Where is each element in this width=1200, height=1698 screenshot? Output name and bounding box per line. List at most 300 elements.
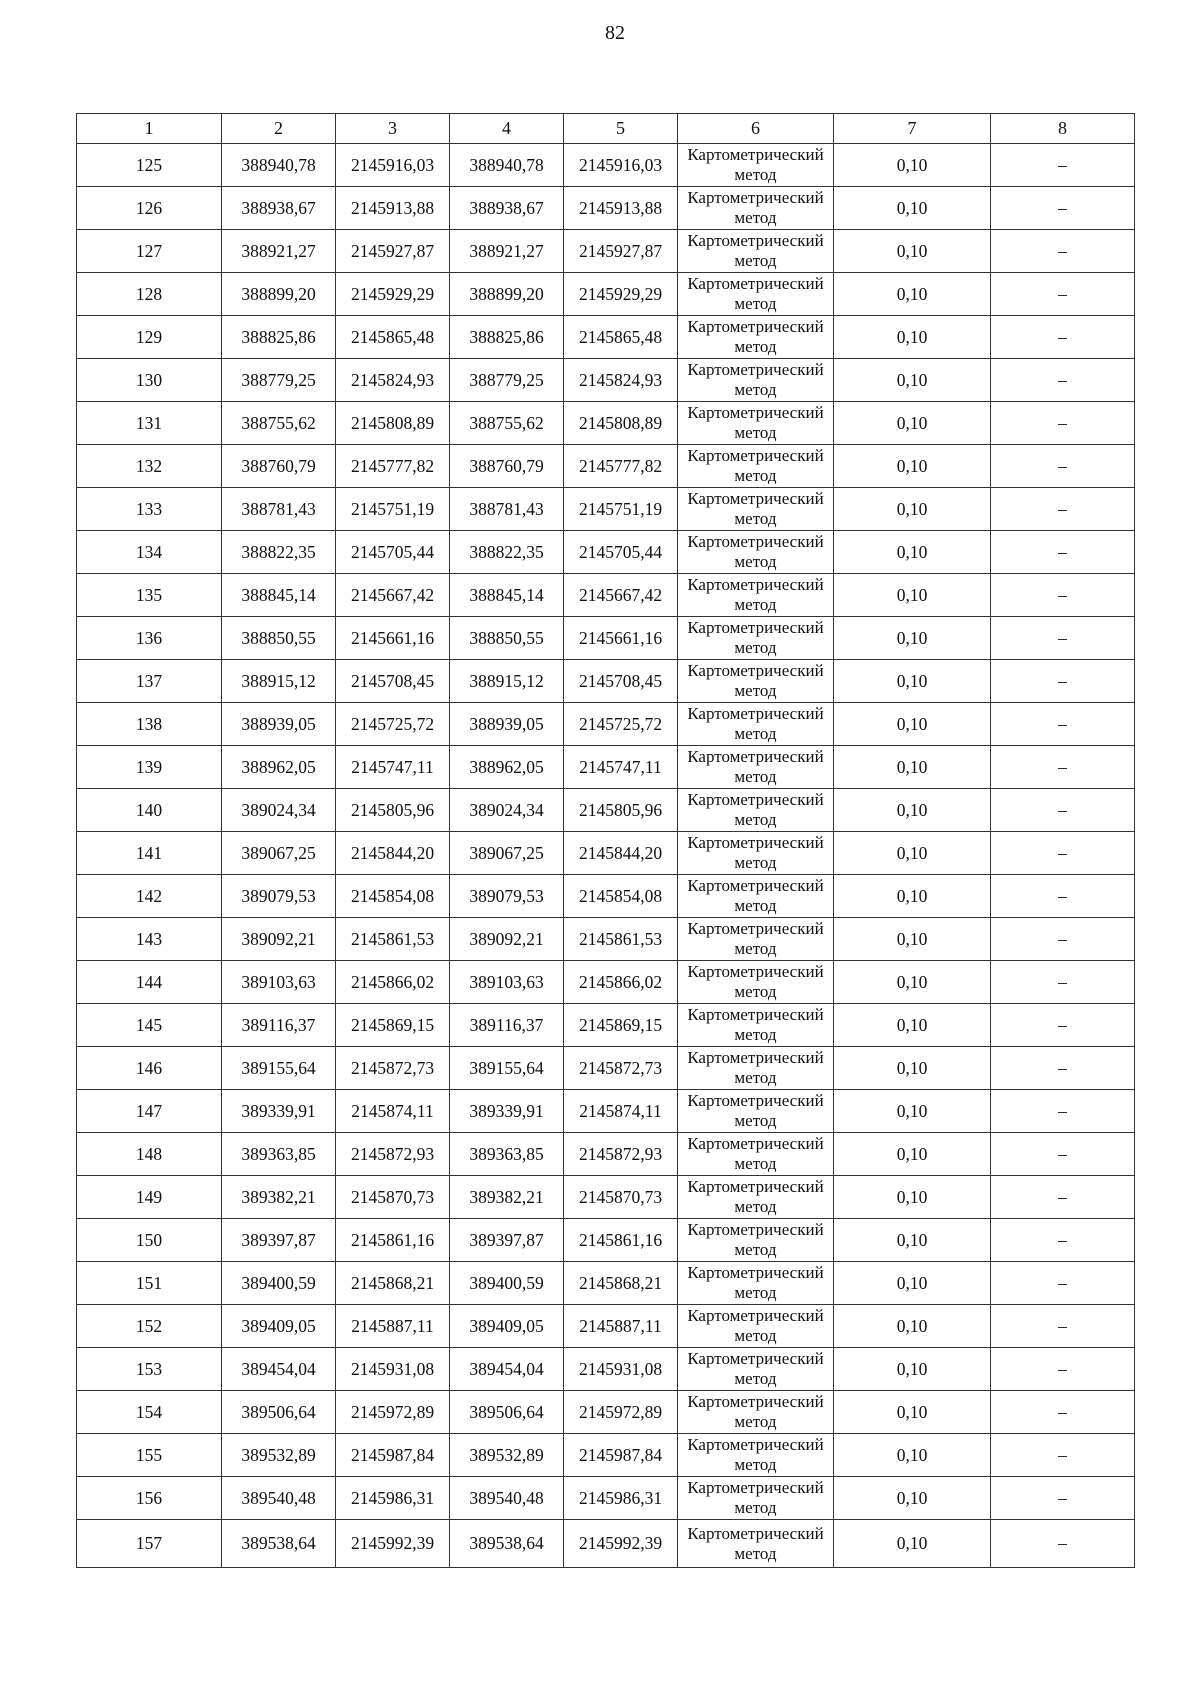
y-old-cell: 2145866,02 bbox=[336, 961, 450, 1004]
method-cell bbox=[678, 531, 834, 574]
method-text-line: метод bbox=[734, 1197, 777, 1216]
y-old-cell: 2145869,15 bbox=[336, 1004, 450, 1047]
x-new-cell: 389382,21 bbox=[450, 1176, 564, 1219]
y-new-cell: 2145854,08 bbox=[564, 875, 678, 918]
x-old-cell: 388940,78 bbox=[222, 144, 336, 187]
y-new-cell: 2145777,82 bbox=[564, 445, 678, 488]
method-text-line: метод bbox=[734, 337, 777, 356]
x-old-cell: 389540,48 bbox=[222, 1477, 336, 1520]
table-row bbox=[77, 1348, 1135, 1391]
method-text-line: Картометрический bbox=[687, 1005, 824, 1024]
point-number-cell: 144 bbox=[77, 961, 222, 1004]
method-cell bbox=[678, 1133, 834, 1176]
point-number-cell: 131 bbox=[77, 402, 222, 445]
x-old-cell: 388938,67 bbox=[222, 187, 336, 230]
x-new-cell: 388781,43 bbox=[450, 488, 564, 531]
table-row bbox=[77, 1477, 1135, 1520]
point-number-cell: 125 bbox=[77, 144, 222, 187]
x-new-cell: 389024,34 bbox=[450, 789, 564, 832]
table-row bbox=[77, 832, 1135, 875]
method-text-line: метод bbox=[734, 380, 777, 399]
x-new-cell: 388845,14 bbox=[450, 574, 564, 617]
method-cell bbox=[678, 746, 834, 789]
method-cell bbox=[678, 187, 834, 230]
method-text-line: Картометрический bbox=[687, 618, 824, 637]
note-cell: – bbox=[991, 1520, 1135, 1568]
accuracy-cell: 0,10 bbox=[834, 703, 991, 746]
x-new-cell: 388755,62 bbox=[450, 402, 564, 445]
method-text-line: метод bbox=[734, 294, 777, 313]
point-number-cell: 132 bbox=[77, 445, 222, 488]
method-text-line: метод bbox=[734, 1412, 777, 1431]
x-old-cell: 389382,21 bbox=[222, 1176, 336, 1219]
table-row bbox=[77, 144, 1135, 187]
y-new-cell: 2145887,11 bbox=[564, 1305, 678, 1348]
note-cell: – bbox=[991, 488, 1135, 531]
method-text-line: Картометрический bbox=[687, 1349, 824, 1368]
point-number-cell: 139 bbox=[77, 746, 222, 789]
point-number-cell: 133 bbox=[77, 488, 222, 531]
note-cell: – bbox=[991, 1391, 1135, 1434]
note-cell: – bbox=[991, 875, 1135, 918]
y-old-cell: 2145777,82 bbox=[336, 445, 450, 488]
method-cell bbox=[678, 1434, 834, 1477]
y-new-cell: 2145805,96 bbox=[564, 789, 678, 832]
x-old-cell: 388825,86 bbox=[222, 316, 336, 359]
method-text-line: метод bbox=[734, 681, 777, 700]
y-new-cell: 2145705,44 bbox=[564, 531, 678, 574]
point-number-cell: 145 bbox=[77, 1004, 222, 1047]
note-cell: – bbox=[991, 918, 1135, 961]
x-old-cell: 389339,91 bbox=[222, 1090, 336, 1133]
method-cell bbox=[678, 1520, 834, 1568]
table-row bbox=[77, 1176, 1135, 1219]
point-number-cell: 154 bbox=[77, 1391, 222, 1434]
point-number-cell: 126 bbox=[77, 187, 222, 230]
method-text-line: Картометрический bbox=[687, 1392, 824, 1411]
method-text-line: Картометрический bbox=[687, 1220, 824, 1239]
y-old-cell: 2145805,96 bbox=[336, 789, 450, 832]
method-cell bbox=[678, 918, 834, 961]
method-cell bbox=[678, 230, 834, 273]
y-old-cell: 2145824,93 bbox=[336, 359, 450, 402]
table-row bbox=[77, 1090, 1135, 1133]
x-new-cell: 389079,53 bbox=[450, 875, 564, 918]
x-old-cell: 389454,04 bbox=[222, 1348, 336, 1391]
point-number-cell: 138 bbox=[77, 703, 222, 746]
accuracy-cell: 0,10 bbox=[834, 1176, 991, 1219]
table-row bbox=[77, 1305, 1135, 1348]
method-text-line: метод bbox=[734, 1111, 777, 1130]
table-row bbox=[77, 789, 1135, 832]
accuracy-cell: 0,10 bbox=[834, 1477, 991, 1520]
x-old-cell: 389506,64 bbox=[222, 1391, 336, 1434]
method-cell bbox=[678, 875, 834, 918]
note-cell: – bbox=[991, 316, 1135, 359]
y-new-cell: 2145661,16 bbox=[564, 617, 678, 660]
x-new-cell: 389067,25 bbox=[450, 832, 564, 875]
method-cell bbox=[678, 961, 834, 1004]
y-new-cell: 2145874,11 bbox=[564, 1090, 678, 1133]
table-row bbox=[77, 1262, 1135, 1305]
column-header: 1 bbox=[77, 114, 222, 144]
method-text-line: метод bbox=[734, 853, 777, 872]
x-old-cell: 389116,37 bbox=[222, 1004, 336, 1047]
accuracy-cell: 0,10 bbox=[834, 660, 991, 703]
y-old-cell: 2145865,48 bbox=[336, 316, 450, 359]
y-old-cell: 2145992,39 bbox=[336, 1520, 450, 1568]
x-old-cell: 388760,79 bbox=[222, 445, 336, 488]
x-old-cell: 388921,27 bbox=[222, 230, 336, 273]
method-text-line: Картометрический bbox=[687, 188, 824, 207]
method-text-line: метод bbox=[734, 1543, 777, 1563]
y-new-cell: 2145708,45 bbox=[564, 660, 678, 703]
y-new-cell: 2145929,29 bbox=[564, 273, 678, 316]
y-old-cell: 2145929,29 bbox=[336, 273, 450, 316]
x-new-cell: 388915,12 bbox=[450, 660, 564, 703]
x-new-cell: 389397,87 bbox=[450, 1219, 564, 1262]
y-old-cell: 2145705,44 bbox=[336, 531, 450, 574]
x-new-cell: 388940,78 bbox=[450, 144, 564, 187]
method-text-line: Картометрический bbox=[687, 274, 824, 293]
method-text-line: Картометрический bbox=[687, 360, 824, 379]
x-old-cell: 389532,89 bbox=[222, 1434, 336, 1477]
method-text-line: Картометрический bbox=[687, 446, 824, 465]
method-text-line: метод bbox=[734, 1154, 777, 1173]
y-new-cell: 2145872,73 bbox=[564, 1047, 678, 1090]
x-new-cell: 388921,27 bbox=[450, 230, 564, 273]
accuracy-cell: 0,10 bbox=[834, 402, 991, 445]
y-new-cell: 2145916,03 bbox=[564, 144, 678, 187]
x-old-cell: 388899,20 bbox=[222, 273, 336, 316]
x-old-cell: 389103,63 bbox=[222, 961, 336, 1004]
table-row bbox=[77, 531, 1135, 574]
point-number-cell: 150 bbox=[77, 1219, 222, 1262]
method-text-line: Картометрический bbox=[687, 661, 824, 680]
method-text-line: метод bbox=[734, 1068, 777, 1087]
accuracy-cell: 0,10 bbox=[834, 359, 991, 402]
method-text-line: Картометрический bbox=[687, 403, 824, 422]
note-cell: – bbox=[991, 1047, 1135, 1090]
method-text-line: Картометрический bbox=[687, 833, 824, 852]
point-number-cell: 149 bbox=[77, 1176, 222, 1219]
y-old-cell: 2145861,53 bbox=[336, 918, 450, 961]
method-text-line: Картометрический bbox=[687, 145, 824, 164]
x-new-cell: 388962,05 bbox=[450, 746, 564, 789]
x-old-cell: 388822,35 bbox=[222, 531, 336, 574]
x-new-cell: 389532,89 bbox=[450, 1434, 564, 1477]
column-header: 3 bbox=[336, 114, 450, 144]
y-old-cell: 2145725,72 bbox=[336, 703, 450, 746]
method-text-line: метод bbox=[734, 1498, 777, 1517]
column-header: 4 bbox=[450, 114, 564, 144]
y-old-cell: 2145987,84 bbox=[336, 1434, 450, 1477]
point-number-cell: 128 bbox=[77, 273, 222, 316]
y-new-cell: 2145751,19 bbox=[564, 488, 678, 531]
y-new-cell: 2145868,21 bbox=[564, 1262, 678, 1305]
table-row bbox=[77, 918, 1135, 961]
note-cell: – bbox=[991, 144, 1135, 187]
method-text-line: Картометрический bbox=[687, 1435, 824, 1454]
accuracy-cell: 0,10 bbox=[834, 144, 991, 187]
method-text-line: Картометрический bbox=[687, 231, 824, 250]
table-row bbox=[77, 187, 1135, 230]
point-number-cell: 147 bbox=[77, 1090, 222, 1133]
method-cell bbox=[678, 832, 834, 875]
note-cell: – bbox=[991, 1004, 1135, 1047]
x-new-cell: 388938,67 bbox=[450, 187, 564, 230]
note-cell: – bbox=[991, 359, 1135, 402]
method-text-line: Картометрический bbox=[687, 1306, 824, 1325]
y-old-cell: 2145972,89 bbox=[336, 1391, 450, 1434]
accuracy-cell: 0,10 bbox=[834, 1219, 991, 1262]
y-new-cell: 2145861,16 bbox=[564, 1219, 678, 1262]
table-row bbox=[77, 1047, 1135, 1090]
method-cell bbox=[678, 1004, 834, 1047]
coordinates-table bbox=[76, 113, 1135, 1568]
table-row bbox=[77, 746, 1135, 789]
x-new-cell: 389103,63 bbox=[450, 961, 564, 1004]
table-row bbox=[77, 1391, 1135, 1434]
note-cell: – bbox=[991, 402, 1135, 445]
x-old-cell: 389397,87 bbox=[222, 1219, 336, 1262]
column-header: 8 bbox=[991, 114, 1135, 144]
table-row bbox=[77, 1133, 1135, 1176]
point-number-cell: 136 bbox=[77, 617, 222, 660]
x-new-cell: 389116,37 bbox=[450, 1004, 564, 1047]
note-cell: – bbox=[991, 1176, 1135, 1219]
y-old-cell: 2145854,08 bbox=[336, 875, 450, 918]
point-number-cell: 143 bbox=[77, 918, 222, 961]
point-number-cell: 135 bbox=[77, 574, 222, 617]
method-text-line: Картометрический bbox=[687, 1134, 824, 1153]
method-text-line: метод bbox=[734, 466, 777, 485]
method-cell bbox=[678, 1305, 834, 1348]
x-new-cell: 389409,05 bbox=[450, 1305, 564, 1348]
y-new-cell: 2145972,89 bbox=[564, 1391, 678, 1434]
method-text-line: Картометрический bbox=[687, 747, 824, 766]
point-number-cell: 129 bbox=[77, 316, 222, 359]
point-number-cell: 130 bbox=[77, 359, 222, 402]
x-old-cell: 389092,21 bbox=[222, 918, 336, 961]
y-old-cell: 2145751,19 bbox=[336, 488, 450, 531]
y-old-cell: 2145913,88 bbox=[336, 187, 450, 230]
accuracy-cell: 0,10 bbox=[834, 445, 991, 488]
method-cell bbox=[678, 1047, 834, 1090]
method-text-line: Картометрический bbox=[687, 876, 824, 895]
x-old-cell: 389079,53 bbox=[222, 875, 336, 918]
y-new-cell: 2145992,39 bbox=[564, 1520, 678, 1568]
method-text-line: метод bbox=[734, 208, 777, 227]
table-row bbox=[77, 1434, 1135, 1477]
method-cell bbox=[678, 1090, 834, 1133]
point-number-cell: 127 bbox=[77, 230, 222, 273]
method-cell bbox=[678, 1219, 834, 1262]
note-cell: – bbox=[991, 531, 1135, 574]
method-text-line: Картометрический bbox=[687, 1263, 824, 1282]
x-old-cell: 389155,64 bbox=[222, 1047, 336, 1090]
note-cell: – bbox=[991, 746, 1135, 789]
x-new-cell: 389400,59 bbox=[450, 1262, 564, 1305]
y-new-cell: 2145844,20 bbox=[564, 832, 678, 875]
x-old-cell: 388850,55 bbox=[222, 617, 336, 660]
table-row bbox=[77, 1520, 1135, 1568]
note-cell: – bbox=[991, 1219, 1135, 1262]
page-number: 82 bbox=[605, 22, 625, 44]
y-old-cell: 2145661,16 bbox=[336, 617, 450, 660]
table-row bbox=[77, 574, 1135, 617]
method-text-line: метод bbox=[734, 423, 777, 442]
x-new-cell: 388779,25 bbox=[450, 359, 564, 402]
method-text-line: Картометрический bbox=[687, 704, 824, 723]
point-number-cell: 156 bbox=[77, 1477, 222, 1520]
method-text-line: Картометрический bbox=[687, 317, 824, 336]
accuracy-cell: 0,10 bbox=[834, 617, 991, 660]
method-text-line: Картометрический bbox=[687, 1048, 824, 1067]
method-text-line: Картометрический bbox=[687, 575, 824, 594]
table-row bbox=[77, 445, 1135, 488]
accuracy-cell: 0,10 bbox=[834, 230, 991, 273]
y-new-cell: 2145913,88 bbox=[564, 187, 678, 230]
note-cell: – bbox=[991, 961, 1135, 1004]
accuracy-cell: 0,10 bbox=[834, 1262, 991, 1305]
note-cell: – bbox=[991, 703, 1135, 746]
method-text-line: Картометрический bbox=[687, 1478, 824, 1497]
method-cell bbox=[678, 359, 834, 402]
x-old-cell: 388915,12 bbox=[222, 660, 336, 703]
accuracy-cell: 0,10 bbox=[834, 832, 991, 875]
accuracy-cell: 0,10 bbox=[834, 273, 991, 316]
note-cell: – bbox=[991, 660, 1135, 703]
y-old-cell: 2145931,08 bbox=[336, 1348, 450, 1391]
point-number-cell: 152 bbox=[77, 1305, 222, 1348]
method-cell bbox=[678, 574, 834, 617]
y-old-cell: 2145986,31 bbox=[336, 1477, 450, 1520]
note-cell: – bbox=[991, 187, 1135, 230]
accuracy-cell: 0,10 bbox=[834, 1391, 991, 1434]
table-row bbox=[77, 402, 1135, 445]
point-number-cell: 146 bbox=[77, 1047, 222, 1090]
y-new-cell: 2145872,93 bbox=[564, 1133, 678, 1176]
method-cell bbox=[678, 1391, 834, 1434]
y-new-cell: 2145986,31 bbox=[564, 1477, 678, 1520]
y-new-cell: 2145987,84 bbox=[564, 1434, 678, 1477]
column-header: 2 bbox=[222, 114, 336, 144]
x-old-cell: 389067,25 bbox=[222, 832, 336, 875]
note-cell: – bbox=[991, 789, 1135, 832]
accuracy-cell: 0,10 bbox=[834, 789, 991, 832]
accuracy-cell: 0,10 bbox=[834, 316, 991, 359]
note-cell: – bbox=[991, 1090, 1135, 1133]
note-cell: – bbox=[991, 1477, 1135, 1520]
x-new-cell: 389454,04 bbox=[450, 1348, 564, 1391]
method-text-line: Картометрический bbox=[687, 489, 824, 508]
accuracy-cell: 0,10 bbox=[834, 746, 991, 789]
accuracy-cell: 0,10 bbox=[834, 1090, 991, 1133]
x-old-cell: 388939,05 bbox=[222, 703, 336, 746]
y-old-cell: 2145667,42 bbox=[336, 574, 450, 617]
note-cell: – bbox=[991, 230, 1135, 273]
y-new-cell: 2145667,42 bbox=[564, 574, 678, 617]
method-cell bbox=[678, 789, 834, 832]
method-text-line: метод bbox=[734, 1283, 777, 1302]
accuracy-cell: 0,10 bbox=[834, 1133, 991, 1176]
y-old-cell: 2145808,89 bbox=[336, 402, 450, 445]
method-text-line: Картометрический bbox=[687, 919, 824, 938]
point-number-cell: 142 bbox=[77, 875, 222, 918]
table-body bbox=[77, 144, 1135, 1568]
method-text-line: Картометрический bbox=[687, 1091, 824, 1110]
method-cell bbox=[678, 1176, 834, 1219]
note-cell: – bbox=[991, 445, 1135, 488]
x-new-cell: 389540,48 bbox=[450, 1477, 564, 1520]
note-cell: – bbox=[991, 832, 1135, 875]
y-new-cell: 2145865,48 bbox=[564, 316, 678, 359]
method-text-line: Картометрический bbox=[687, 962, 824, 981]
accuracy-cell: 0,10 bbox=[834, 488, 991, 531]
y-new-cell: 2145861,53 bbox=[564, 918, 678, 961]
table-row bbox=[77, 488, 1135, 531]
method-text-line: метод bbox=[734, 552, 777, 571]
x-new-cell: 389155,64 bbox=[450, 1047, 564, 1090]
point-number-cell: 134 bbox=[77, 531, 222, 574]
y-new-cell: 2145866,02 bbox=[564, 961, 678, 1004]
y-old-cell: 2145747,11 bbox=[336, 746, 450, 789]
table-row bbox=[77, 230, 1135, 273]
accuracy-cell: 0,10 bbox=[834, 961, 991, 1004]
point-number-cell: 148 bbox=[77, 1133, 222, 1176]
x-old-cell: 388962,05 bbox=[222, 746, 336, 789]
x-new-cell: 389363,85 bbox=[450, 1133, 564, 1176]
table-row bbox=[77, 1219, 1135, 1262]
table-row bbox=[77, 875, 1135, 918]
y-old-cell: 2145870,73 bbox=[336, 1176, 450, 1219]
accuracy-cell: 0,10 bbox=[834, 187, 991, 230]
x-new-cell: 388760,79 bbox=[450, 445, 564, 488]
method-cell bbox=[678, 316, 834, 359]
y-new-cell: 2145747,11 bbox=[564, 746, 678, 789]
note-cell: – bbox=[991, 574, 1135, 617]
accuracy-cell: 0,10 bbox=[834, 918, 991, 961]
method-cell bbox=[678, 1262, 834, 1305]
y-new-cell: 2145824,93 bbox=[564, 359, 678, 402]
method-cell bbox=[678, 402, 834, 445]
x-new-cell: 388850,55 bbox=[450, 617, 564, 660]
table-row bbox=[77, 660, 1135, 703]
x-old-cell: 388755,62 bbox=[222, 402, 336, 445]
x-old-cell: 389024,34 bbox=[222, 789, 336, 832]
note-cell: – bbox=[991, 1262, 1135, 1305]
x-new-cell: 389538,64 bbox=[450, 1520, 564, 1568]
accuracy-cell: 0,10 bbox=[834, 875, 991, 918]
method-text-line: метод bbox=[734, 251, 777, 270]
y-old-cell: 2145868,21 bbox=[336, 1262, 450, 1305]
method-text-line: Картометрический bbox=[687, 1177, 824, 1196]
header-row bbox=[77, 114, 1135, 144]
y-old-cell: 2145872,93 bbox=[336, 1133, 450, 1176]
x-old-cell: 388779,25 bbox=[222, 359, 336, 402]
x-old-cell: 388781,43 bbox=[222, 488, 336, 531]
x-new-cell: 388825,86 bbox=[450, 316, 564, 359]
accuracy-cell: 0,10 bbox=[834, 1305, 991, 1348]
method-text-line: метод bbox=[734, 509, 777, 528]
method-cell bbox=[678, 273, 834, 316]
y-old-cell: 2145874,11 bbox=[336, 1090, 450, 1133]
method-cell bbox=[678, 660, 834, 703]
y-new-cell: 2145927,87 bbox=[564, 230, 678, 273]
x-new-cell: 388899,20 bbox=[450, 273, 564, 316]
table-row bbox=[77, 617, 1135, 660]
